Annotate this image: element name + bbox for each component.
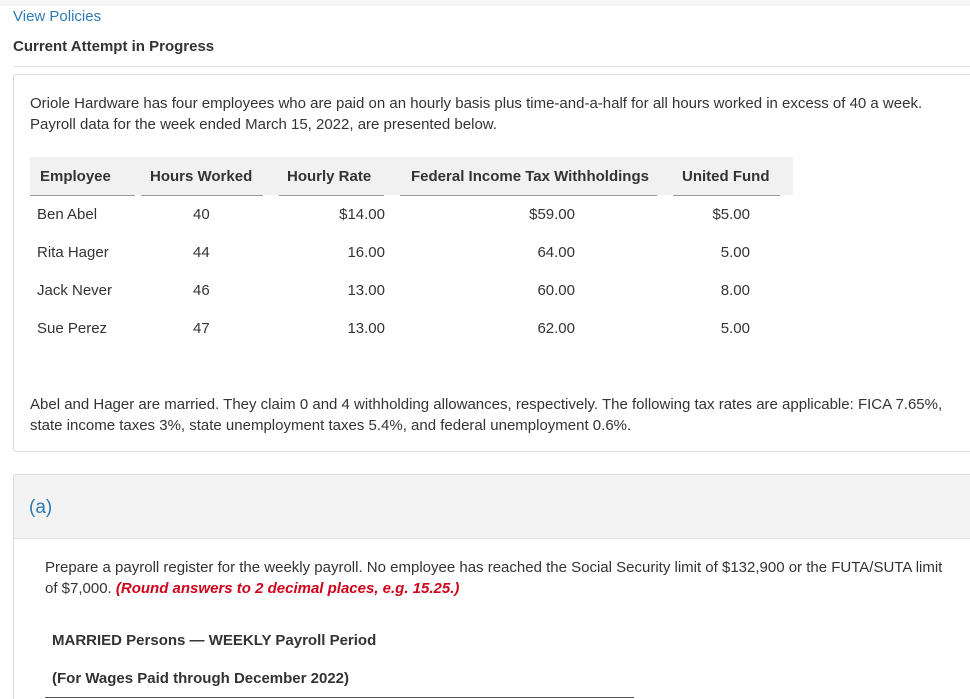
part-a-card: [13, 474, 970, 699]
united-fund: 8.00: [720, 281, 750, 299]
part-a-header: [14, 475, 970, 539]
tax-table-title: MARRIED Persons — WEEKLY Payroll Period: [52, 632, 377, 649]
header-underline: [400, 195, 657, 196]
table-row: [30, 309, 793, 347]
column-header-employee: Employee: [40, 167, 111, 185]
hourly-rate: 13.00: [347, 319, 385, 337]
table-row: [30, 233, 793, 271]
column-header-federal-tax: Federal Income Tax Withholdings: [411, 167, 649, 185]
part-a-instructions: [45, 557, 945, 599]
column-header-united-fund: United Fund: [682, 167, 770, 185]
hourly-rate: 13.00: [347, 281, 385, 299]
hours-worked: 47: [193, 319, 210, 337]
hourly-rate: 16.00: [347, 243, 385, 261]
column-header-hours: Hours Worked: [150, 167, 253, 185]
rounding-note: (Round answers to 2 decimal places, e.g. 15.25.): [115, 580, 460, 597]
column-header-rate: Hourly Rate: [287, 167, 372, 185]
problem-card: [13, 74, 970, 452]
hours-worked: 40: [193, 205, 210, 223]
instructions-text: Prepare a payroll register for the weekly payroll. No employee has reached the Social Security limit of $132,900 or the FUTA/SUTA limit of $7,000.: [45, 559, 943, 597]
problem-notes: Abel and Hager are married. They claim 0 and 4 withholding allowances, respectively. The following tax rates are applicable: FICA 7.65%, state income taxes 3%, state unemployment taxes 5.4%, and federal unemployment 0.6%.: [30, 396, 943, 434]
table-header-row: [30, 157, 793, 195]
employee-name: Jack Never: [37, 281, 113, 299]
header-underline: [279, 195, 384, 196]
part-a-label: (a): [29, 497, 53, 518]
employee-name: Sue Perez: [37, 319, 108, 337]
federal-withholding: 64.00: [537, 243, 575, 261]
federal-withholding: $59.00: [529, 205, 575, 223]
hourly-rate: $14.00: [339, 205, 385, 223]
federal-withholding: 60.00: [537, 281, 575, 299]
employee-name: Ben Abel: [37, 205, 98, 223]
tax-table-rule: [45, 697, 634, 698]
problem-intro: Oriole Hardware has four employees who are paid on an hourly basis plus time-and-a-half for all hours worked in excess of 40 a week. Payroll data for the week ended March 15, 2022, are presented below.: [30, 95, 923, 133]
view-policies-link[interactable]: View Policies: [13, 8, 102, 25]
header-underline: [30, 195, 135, 196]
federal-withholding: 62.00: [537, 319, 575, 337]
united-fund: 5.00: [720, 319, 750, 337]
payroll-data-table: [30, 157, 793, 347]
attempt-status-title: Current Attempt in Progress: [13, 38, 215, 55]
tax-table-subtitle: (For Wages Paid through December 2022): [52, 670, 350, 687]
hours-worked: 44: [193, 243, 210, 261]
table-row: [30, 195, 793, 233]
header-underline: [141, 195, 263, 196]
united-fund: $5.00: [712, 205, 750, 223]
table-row: [30, 271, 793, 309]
top-strip: [0, 0, 970, 6]
divider: [13, 66, 970, 67]
header-underline: [673, 195, 780, 196]
united-fund: 5.00: [720, 243, 750, 261]
employee-name: Rita Hager: [37, 243, 109, 261]
hours-worked: 46: [193, 281, 210, 299]
